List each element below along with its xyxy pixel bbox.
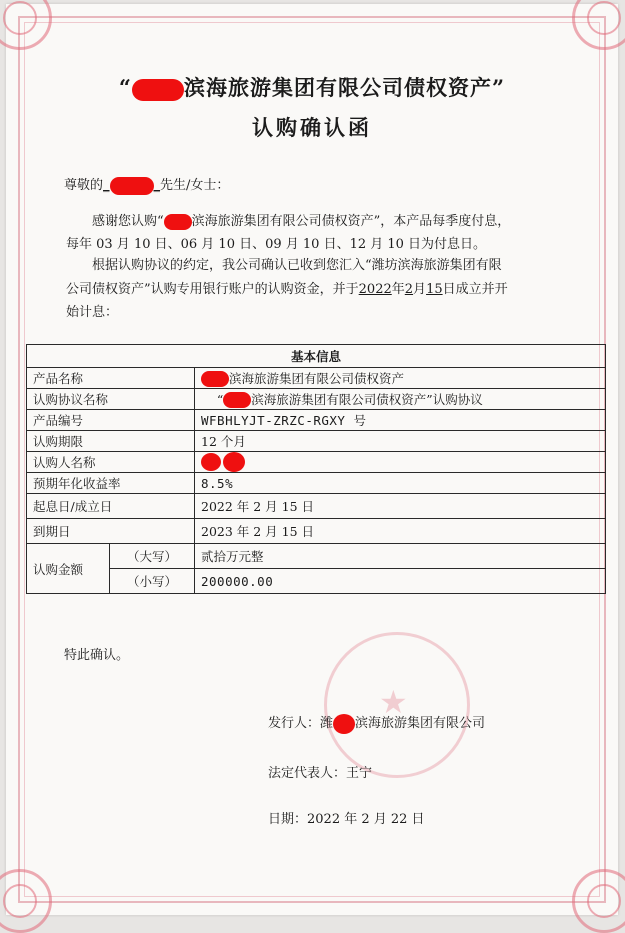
redaction-mark [223, 392, 251, 408]
issuer-label: 发行人： [268, 716, 321, 731]
table-row [27, 410, 606, 431]
paragraph-1-line-2: 每年 03 月 10 日、06 月 10 日、09 月 10 日、12 月 10 日为付息日。 [66, 237, 487, 252]
company-seal [324, 632, 470, 778]
start-date: 2022 年 2 月 15 日 [195, 494, 606, 519]
amount-upper-value: 贰拾万元整 [195, 544, 606, 569]
confirmation-text: 特此确认。 [64, 648, 130, 663]
established-month: 2 [404, 282, 414, 297]
table-row [27, 368, 606, 389]
redaction-mark [201, 371, 229, 387]
row-label: 到期日 [27, 519, 195, 544]
redaction-mark [201, 453, 221, 471]
issue-date: 日期：2022 年 2 月 22 日 [268, 812, 425, 827]
salutation: 尊敬的_ _先生/女士： [64, 178, 230, 193]
issuer-name: 滨海旅游集团有限公司 [355, 716, 486, 731]
row-value [195, 389, 606, 410]
redaction-mark [132, 79, 184, 101]
row-value [195, 368, 606, 389]
row-label: 认购期限 [27, 431, 195, 452]
table-row [27, 569, 606, 594]
established-year: 2022 [358, 282, 392, 297]
document-title [6, 72, 618, 102]
row-label: 认购人名称 [27, 452, 195, 473]
value-open-quote: “ [216, 391, 224, 407]
expected-yield: 8.5% [195, 473, 606, 494]
table-row [27, 431, 606, 452]
table-row [27, 389, 606, 410]
issuer-line [268, 712, 485, 736]
redaction-mark [164, 214, 192, 230]
paragraph-1-line-1 [92, 210, 510, 234]
para2-line2-part1: 公司债权资产”认购专用银行账户的认购资金，并于 [66, 282, 359, 297]
paragraph-2-line-1: 根据认购协议的约定，我公司确认已收到您汇入“潍坊滨海旅游集团有限 [92, 258, 502, 273]
title-open-quote: “ [118, 75, 132, 100]
redaction-mark [223, 452, 245, 472]
paragraph-2-line-3: 始计息： [66, 305, 119, 320]
product-code: WFBHLYJT-ZRZC-RGXY 号 [195, 410, 606, 431]
row-label: 起息日/成立日 [27, 494, 195, 519]
subscriber-name [195, 452, 606, 473]
para1-part2: 滨海旅游集团有限公司债权资产”，本产品每季度付息， [191, 214, 511, 229]
redaction-mark [333, 714, 355, 734]
corner-ornament [572, 869, 625, 933]
document-page [6, 4, 618, 915]
agreement-name: 滨海旅游集团有限公司债权资产”认购协议 [251, 391, 483, 407]
legal-representative: 法定代表人：王宁 [268, 766, 373, 781]
paragraph-2-line-2 [66, 278, 508, 302]
row-label: 产品编号 [27, 410, 195, 431]
maturity-date: 2023 年 2 月 15 日 [195, 519, 606, 544]
table-row [27, 494, 606, 519]
table-row [27, 544, 606, 569]
established-day: 15 [426, 282, 443, 297]
month-suffix: 月 [413, 282, 427, 297]
amount-lower-value: 200000.00 [195, 569, 606, 594]
basic-info-table [26, 344, 606, 594]
document-subtitle: 认购确认函 [252, 115, 372, 140]
row-label: 预期年化收益率 [27, 473, 195, 494]
table-row [27, 452, 606, 473]
amount-lower-label: （小写） [110, 569, 195, 594]
table-row [27, 473, 606, 494]
row-label: 产品名称 [27, 368, 195, 389]
issuer-prefix: 潍 [320, 716, 334, 731]
salutation-suffix: 先生/女士： [160, 178, 230, 193]
amount-upper-label: （大写） [110, 544, 195, 569]
title-text: 滨海旅游集团有限公司债权资产” [184, 75, 506, 100]
product-name: 滨海旅游集团有限公司债权资产 [229, 370, 405, 386]
redaction-mark [110, 177, 154, 195]
subscription-term: 12 个月 [195, 431, 606, 452]
year-suffix: 年 [391, 282, 405, 297]
para1-part1: 感谢您认购“ [92, 214, 164, 229]
amount-label: 认购金额 [27, 544, 110, 594]
row-label: 认购协议名称 [27, 389, 195, 410]
para2-line2-part2: 日成立并开 [442, 282, 508, 297]
table-header: 基本信息 [27, 345, 606, 368]
table-row [27, 519, 606, 544]
salutation-prefix: 尊敬的 [64, 178, 104, 193]
